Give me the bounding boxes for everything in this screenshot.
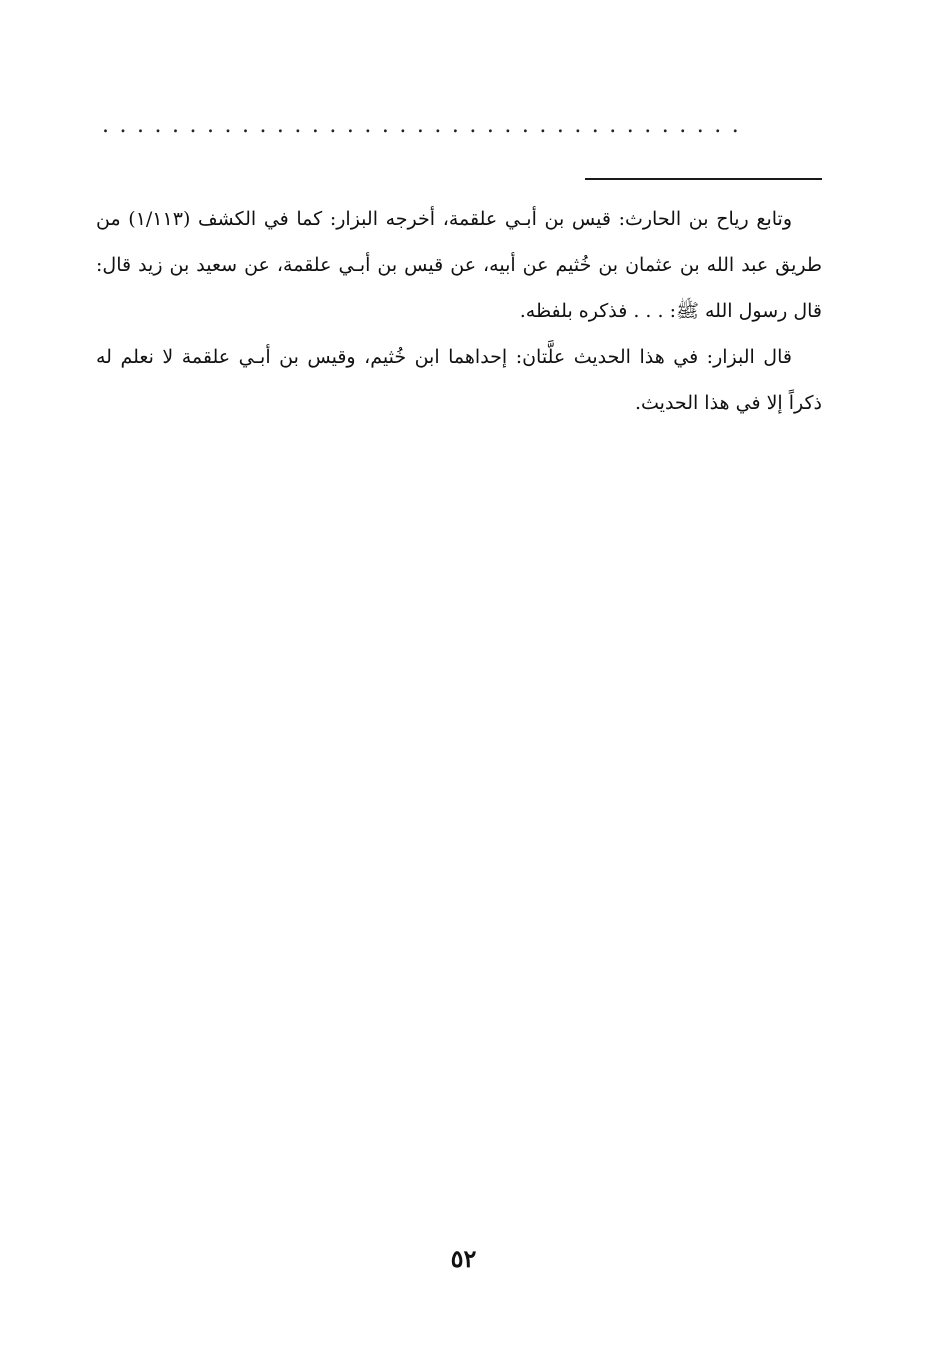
footnote-paragraph-2: [96, 334, 822, 426]
footnote-rule: [585, 178, 822, 180]
footnote-paragraph-1: [96, 196, 822, 334]
footnote-paragraph-2-text: قال البزار: في هذا الحديث علَّتان: إحداهما ابن خُثيم، وقيس بن أبـي علقمة لا نعلم له ذكراً إلا في هذا الحديث.: [96, 346, 822, 414]
footnote-paragraph-1-text: وتابع رياح بن الحارث: قيس بن أبـي علقمة، أخرجه البزار: كما في الكشف (١/١١٣) من طريق عبد الله بن عثمان بن خُثيم عن أبيه، عن قيس بن أبـي علقمة، عن سعيد بن زيد قال: قال رسول الله ﷺ: . . . فذكره بلفظه.: [96, 208, 822, 322]
page-number: ٥٢: [450, 1244, 477, 1273]
footnote-text: [96, 196, 822, 426]
dotted-separator: .....................................: [102, 116, 750, 136]
